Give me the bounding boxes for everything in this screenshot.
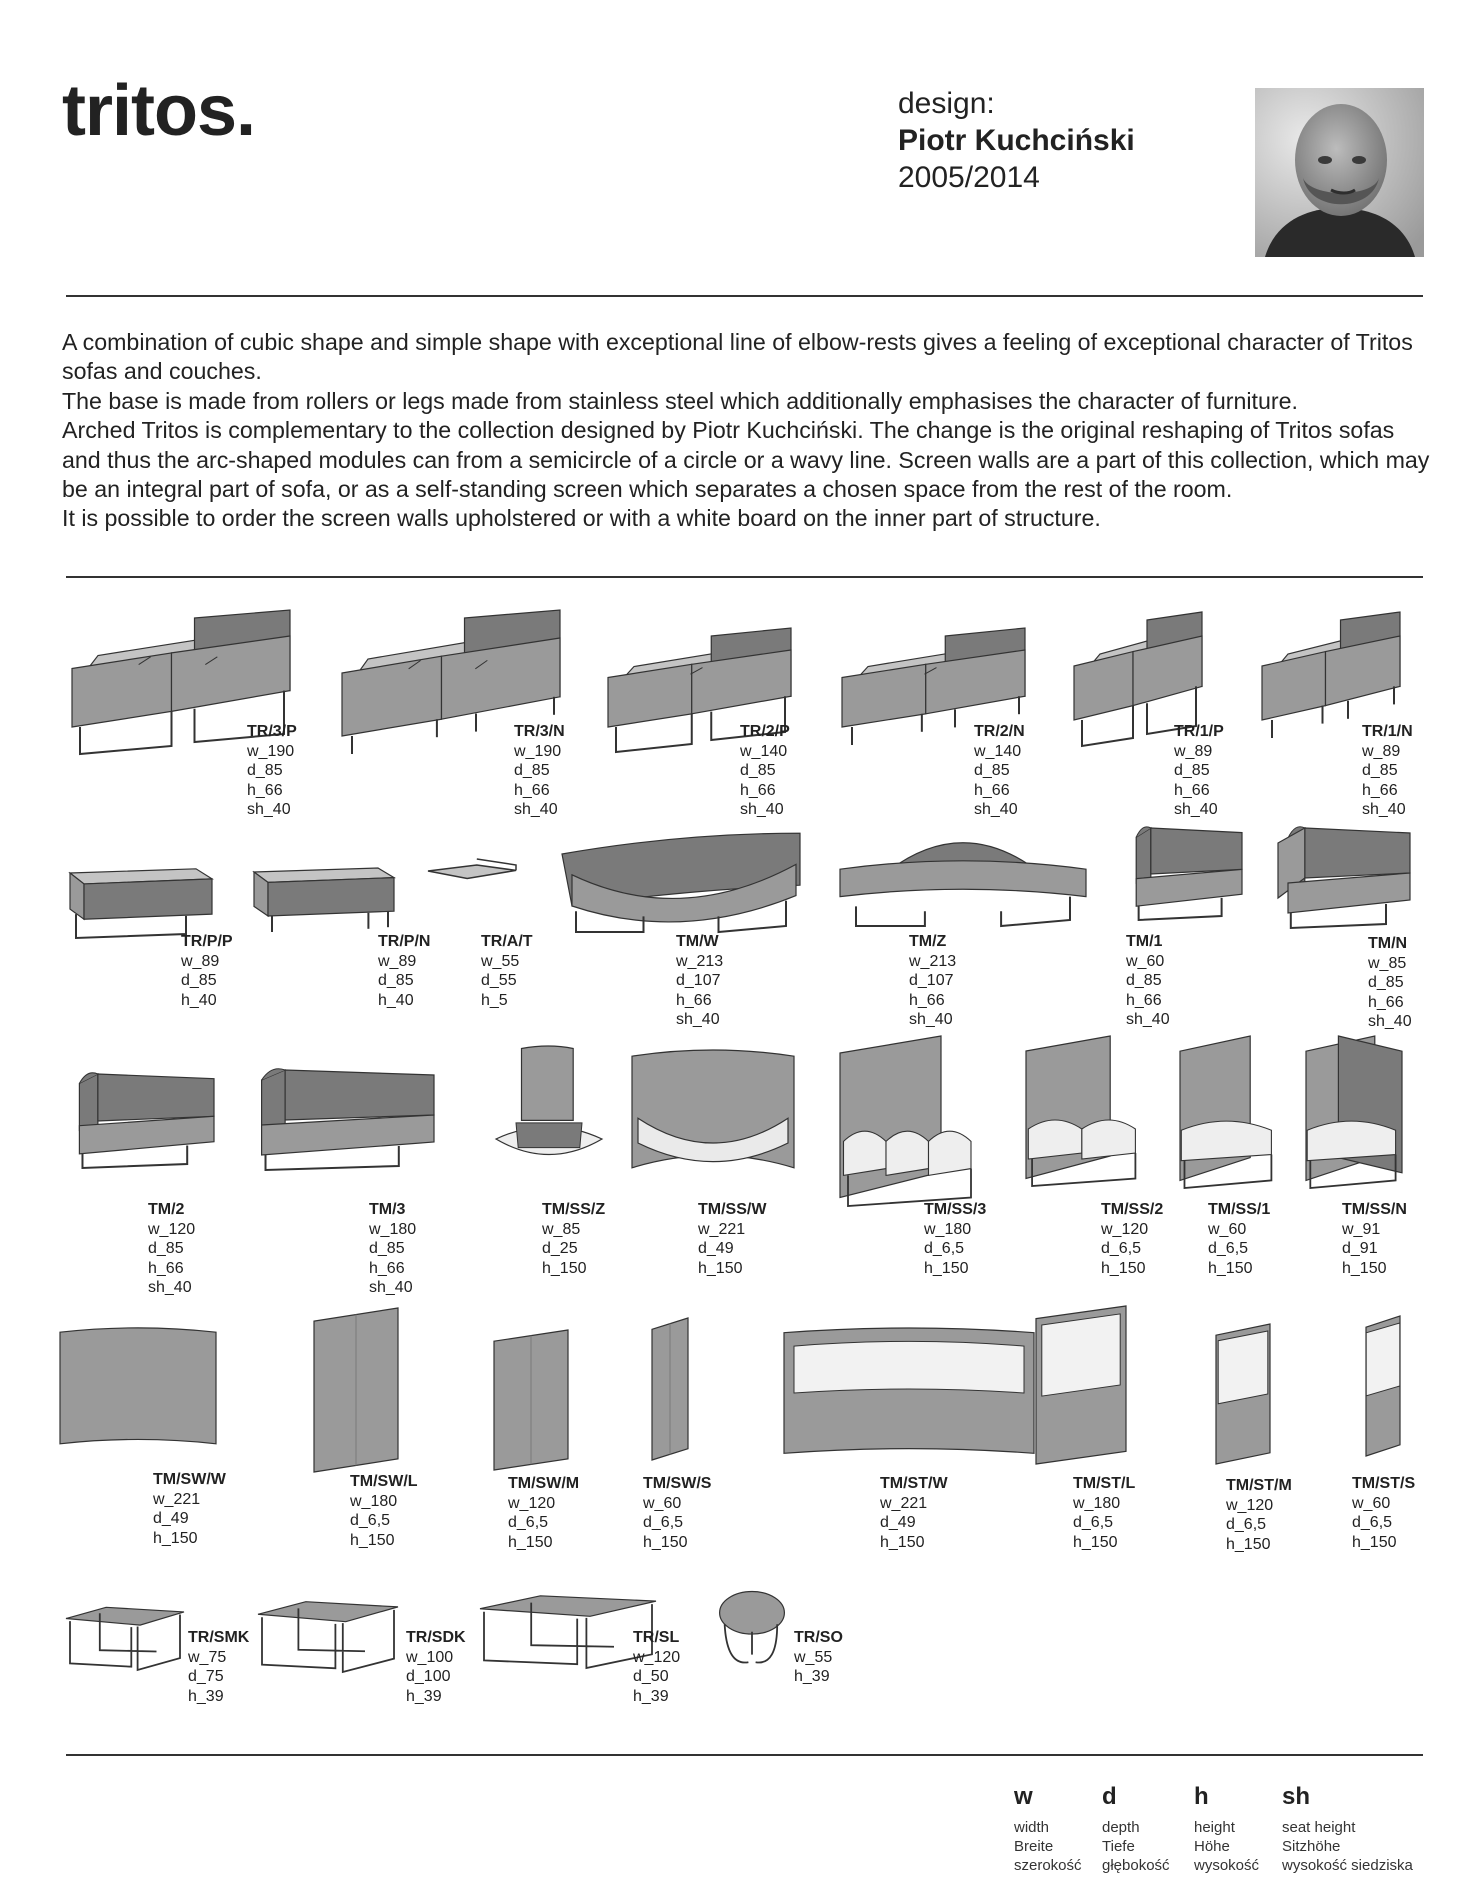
product-dimension: sh_40 bbox=[148, 1279, 192, 1297]
legend-entry bbox=[1014, 1782, 1082, 1875]
product-dimension: w_180 bbox=[369, 1220, 417, 1238]
product-code: TR/3/P bbox=[247, 723, 297, 740]
product-dimension: d_50 bbox=[633, 1668, 669, 1686]
product-dimension: h_39 bbox=[188, 1687, 224, 1705]
product-dimension: w_180 bbox=[924, 1220, 972, 1238]
product-code: TM/SS/3 bbox=[924, 1201, 987, 1218]
product-dimension: d_85 bbox=[369, 1240, 405, 1258]
screen-wall-small-icon bbox=[648, 1318, 692, 1460]
product-dimension: d_49 bbox=[698, 1240, 734, 1258]
product-dimension: d_85 bbox=[740, 762, 776, 780]
product-code: TR/SL bbox=[633, 1629, 680, 1646]
product-code: TR/P/P bbox=[181, 933, 233, 950]
product-spec bbox=[188, 1628, 249, 1706]
product-spec bbox=[1073, 1474, 1135, 1552]
product-dimension: d_107 bbox=[909, 972, 954, 990]
product-dimension: sh_40 bbox=[676, 1011, 720, 1029]
product-dimension: d_85 bbox=[1126, 972, 1162, 990]
product-dimension: h_66 bbox=[247, 781, 283, 799]
tray-icon bbox=[424, 856, 520, 886]
product-code: TR/2/N bbox=[974, 723, 1025, 740]
product-dimension: w_55 bbox=[481, 952, 520, 970]
product-code: TR/2/P bbox=[740, 723, 790, 740]
product-spec bbox=[1208, 1200, 1270, 1278]
product-dimension: d_75 bbox=[188, 1668, 224, 1686]
product-dimension: h_40 bbox=[181, 991, 217, 1009]
product-dimension: d_6,5 bbox=[350, 1512, 391, 1530]
product-spec bbox=[148, 1200, 195, 1298]
legend-entry bbox=[1194, 1782, 1259, 1875]
product-code: TM/1 bbox=[1126, 933, 1163, 950]
product-code: TM/SW/S bbox=[643, 1475, 712, 1492]
product-dimension: w_120 bbox=[1226, 1496, 1274, 1514]
product-code: TM/SS/Z bbox=[542, 1201, 606, 1218]
intro-paragraph: It is possible to order the screen walls upholstered or with a white board on the inner part of structure. bbox=[62, 505, 1101, 532]
product-dimension: h_150 bbox=[1342, 1259, 1387, 1277]
product-dimension: h_150 bbox=[153, 1529, 198, 1547]
product-dimension: h_66 bbox=[369, 1259, 405, 1277]
pouf-legs-icon bbox=[250, 852, 398, 932]
product-spec bbox=[676, 932, 723, 1030]
product-dimension: h_39 bbox=[406, 1687, 442, 1705]
product-code: TM/ST/S bbox=[1352, 1475, 1416, 1492]
product-spec bbox=[794, 1628, 843, 1687]
product-dimension: d_6,5 bbox=[1226, 1516, 1267, 1534]
product-dimension: sh_40 bbox=[1174, 801, 1218, 819]
product-dimension: h_150 bbox=[1101, 1259, 1146, 1277]
product-spec bbox=[247, 722, 297, 820]
product-code: TR/P/N bbox=[378, 933, 431, 950]
product-dimension: w_60 bbox=[643, 1494, 682, 1512]
product-dimension: d_49 bbox=[153, 1510, 189, 1528]
screen-wall-arched-icon bbox=[56, 1326, 220, 1450]
product-dimension: w_221 bbox=[698, 1220, 746, 1238]
product-dimension: d_85 bbox=[148, 1240, 184, 1258]
legend-translation: seat height bbox=[1282, 1819, 1356, 1836]
legend-key: sh bbox=[1282, 1783, 1311, 1810]
arched-sofa-concave-icon bbox=[556, 828, 806, 932]
product-dimension: w_60 bbox=[1126, 952, 1165, 970]
product-dimension: w_60 bbox=[1352, 1494, 1391, 1512]
arched-sofa-convex-icon bbox=[836, 828, 1090, 926]
legend-translation: wysokość bbox=[1194, 1857, 1260, 1874]
design-years: 2005/2014 bbox=[898, 161, 1040, 194]
product-spec bbox=[542, 1200, 605, 1278]
product-code: TM/ST/L bbox=[1073, 1475, 1136, 1492]
module-2-seat-icon bbox=[64, 1074, 218, 1168]
product-code: TM/Z bbox=[909, 933, 947, 950]
product-spec bbox=[153, 1470, 226, 1548]
product-spec bbox=[1352, 1474, 1415, 1552]
product-spec bbox=[369, 1200, 416, 1298]
product-dimension: d_85 bbox=[1362, 762, 1398, 780]
product-dimension: d_6,5 bbox=[1073, 1514, 1114, 1532]
product-code: TM/N bbox=[1368, 935, 1408, 952]
product-dimension: h_150 bbox=[1226, 1535, 1271, 1553]
whiteboard-screen-small-icon bbox=[1362, 1316, 1404, 1456]
product-dimension: w_85 bbox=[1368, 954, 1407, 972]
product-dimension: d_6,5 bbox=[1352, 1514, 1393, 1532]
product-code: TM/3 bbox=[369, 1201, 406, 1218]
product-code: TM/SW/M bbox=[508, 1475, 580, 1492]
product-dimension: w_190 bbox=[247, 742, 295, 760]
product-dimension: h_66 bbox=[974, 781, 1010, 799]
product-dimension: w_100 bbox=[406, 1648, 454, 1666]
product-dimension: w_213 bbox=[909, 952, 957, 970]
intro-paragraph: Arched Tritos is complementary to the collection designed by Piotr Kuchciński. The change is the original reshaping of Tritos sofas and thus the arc-shaped modules can from a semicircle of a circle or a wavy line. Screen walls are a part of this collection, which may be an integral part of sofa, or as a self-standing screen which separates a chosen space from the rest of the room. bbox=[62, 417, 1430, 503]
product-code: TM/SS/2 bbox=[1101, 1201, 1164, 1218]
product-dimension: sh_40 bbox=[974, 801, 1018, 819]
product-dimension: w_140 bbox=[974, 742, 1022, 760]
product-code: TR/A/T bbox=[481, 933, 533, 950]
product-dimension: d_85 bbox=[974, 762, 1010, 780]
product-code: TR/1/P bbox=[1174, 723, 1224, 740]
pouf-runner-base-icon bbox=[66, 852, 216, 936]
product-code: TM/W bbox=[676, 933, 719, 950]
corner-module-icon bbox=[1274, 828, 1414, 928]
product-dimension: h_66 bbox=[740, 781, 776, 799]
product-dimension: d_85 bbox=[514, 762, 550, 780]
legend-translation: szerokość bbox=[1014, 1857, 1082, 1874]
product-dimension: w_120 bbox=[148, 1220, 196, 1238]
product-spec bbox=[880, 1474, 948, 1552]
product-dimension: sh_40 bbox=[369, 1279, 413, 1297]
table-round-icon bbox=[716, 1590, 788, 1666]
product-spec bbox=[974, 722, 1025, 820]
product-dimension: sh_40 bbox=[740, 801, 784, 819]
product-spec bbox=[181, 932, 233, 1010]
whiteboard-screen-large-icon bbox=[1032, 1306, 1130, 1464]
product-code: TM/ST/M bbox=[1226, 1477, 1292, 1494]
legend-translation: depth bbox=[1102, 1819, 1140, 1836]
sofa-3-seat-runner-base-icon bbox=[68, 610, 298, 740]
legend-translation: Sitzhöhe bbox=[1282, 1838, 1341, 1855]
legend-translation: width bbox=[1014, 1819, 1050, 1836]
screen-seat-3-icon bbox=[836, 1036, 986, 1206]
legend-entry bbox=[1102, 1782, 1170, 1875]
product-dimension: sh_40 bbox=[514, 801, 558, 819]
product-spec bbox=[1368, 934, 1412, 1032]
product-dimension: d_91 bbox=[1342, 1240, 1378, 1258]
product-dimension: sh_40 bbox=[1362, 801, 1406, 819]
product-dimension: d_6,5 bbox=[508, 1514, 549, 1532]
product-dimension: d_85 bbox=[247, 762, 283, 780]
designer-name: Piotr Kuchciński bbox=[898, 124, 1135, 157]
product-dimension: h_150 bbox=[350, 1531, 395, 1549]
product-dimension: w_60 bbox=[1208, 1220, 1247, 1238]
screen-wall-large-icon bbox=[310, 1308, 402, 1472]
product-dimension: d_85 bbox=[1368, 974, 1404, 992]
product-dimension: h_150 bbox=[643, 1533, 688, 1551]
product-dimension: d_55 bbox=[481, 972, 517, 990]
screen-seat-concave-icon bbox=[628, 1050, 798, 1174]
product-spec bbox=[378, 932, 430, 1010]
product-dimension: w_85 bbox=[542, 1220, 581, 1238]
product-code: TM/SS/N bbox=[1342, 1201, 1407, 1218]
product-dimension: w_221 bbox=[880, 1494, 928, 1512]
product-dimension: d_85 bbox=[1174, 762, 1210, 780]
product-dimension: h_150 bbox=[698, 1259, 743, 1277]
screen-seat-convex-icon bbox=[494, 1046, 604, 1170]
legend-key: h bbox=[1194, 1783, 1209, 1810]
product-dimension: sh_40 bbox=[1126, 1011, 1170, 1029]
legend-translation: Tiefe bbox=[1102, 1838, 1135, 1855]
product-code: TM/ST/W bbox=[880, 1475, 948, 1492]
product-dimension: w_190 bbox=[514, 742, 562, 760]
legend-translation: Breite bbox=[1014, 1838, 1054, 1855]
product-dimension: h_150 bbox=[880, 1533, 925, 1551]
product-spec bbox=[643, 1474, 711, 1552]
product-dimension: h_150 bbox=[1073, 1533, 1118, 1551]
product-dimension: w_89 bbox=[1174, 742, 1213, 760]
product-spec bbox=[924, 1200, 986, 1278]
product-dimension: h_66 bbox=[514, 781, 550, 799]
product-dimension: d_6,5 bbox=[924, 1240, 965, 1258]
product-dimension: d_85 bbox=[181, 972, 217, 990]
divider-bottom bbox=[66, 1754, 1423, 1756]
product-dimension: d_25 bbox=[542, 1240, 578, 1258]
product-dimension: sh_40 bbox=[1368, 1013, 1412, 1031]
design-label: design: bbox=[898, 87, 995, 120]
product-spec bbox=[633, 1628, 680, 1706]
legend-translation: głębokość bbox=[1102, 1857, 1170, 1874]
product-dimension: h_66 bbox=[1368, 993, 1404, 1011]
product-code: TR/SDK bbox=[406, 1629, 466, 1646]
whiteboard-screen-medium-icon bbox=[1212, 1324, 1274, 1464]
product-code: TM/2 bbox=[148, 1201, 185, 1218]
product-spec bbox=[508, 1474, 579, 1552]
whiteboard-screen-arched-icon bbox=[780, 1326, 1038, 1460]
table-large-square-icon bbox=[254, 1598, 402, 1672]
module-3-seat-icon bbox=[242, 1070, 438, 1170]
product-dimension: d_6,5 bbox=[1101, 1240, 1142, 1258]
product-dimension: w_89 bbox=[378, 952, 417, 970]
product-dimension: d_6,5 bbox=[1208, 1240, 1249, 1258]
product-spec bbox=[1101, 1200, 1163, 1278]
product-dimension: h_39 bbox=[633, 1687, 669, 1705]
intro-paragraph: The base is made from rollers or legs made from stainless steel which additionally emphasises the character of furniture. bbox=[62, 387, 1298, 414]
product-dimension: d_100 bbox=[406, 1668, 451, 1686]
product-dimension: w_89 bbox=[181, 952, 220, 970]
module-1-seat-icon bbox=[1124, 828, 1246, 920]
product-spec bbox=[350, 1472, 418, 1550]
legend-translation: Höhe bbox=[1194, 1838, 1230, 1855]
product-code: TM/SS/W bbox=[698, 1201, 767, 1218]
screen-seat-1-icon bbox=[1176, 1036, 1282, 1188]
product-dimension: d_49 bbox=[880, 1514, 916, 1532]
armchair-runner-base-icon bbox=[1070, 612, 1210, 732]
product-dimension: h_40 bbox=[378, 991, 414, 1009]
product-spec bbox=[1362, 722, 1413, 820]
legend-key: d bbox=[1102, 1783, 1117, 1810]
product-dimension: w_55 bbox=[794, 1648, 833, 1666]
product-dimension: w_91 bbox=[1342, 1220, 1381, 1238]
product-dimension: h_5 bbox=[481, 991, 508, 1009]
product-dimension: w_120 bbox=[508, 1494, 556, 1512]
product-code: TR/3/N bbox=[514, 723, 565, 740]
product-code: TR/1/N bbox=[1362, 723, 1413, 740]
product-dimension: h_66 bbox=[1174, 781, 1210, 799]
product-dimension: h_150 bbox=[924, 1259, 969, 1277]
screen-seat-2-icon bbox=[1022, 1036, 1148, 1186]
product-dimension: w_120 bbox=[633, 1648, 681, 1666]
product-dimension: h_66 bbox=[676, 991, 712, 1009]
product-dimension: h_66 bbox=[1126, 991, 1162, 1009]
product-dimension: w_89 bbox=[1362, 742, 1401, 760]
product-spec bbox=[1174, 722, 1224, 820]
screen-seat-corner-icon bbox=[1302, 1036, 1406, 1188]
product-dimension: d_6,5 bbox=[643, 1514, 684, 1532]
product-dimension: h_66 bbox=[1362, 781, 1398, 799]
product-spec bbox=[481, 932, 533, 1010]
product-dimension: sh_40 bbox=[909, 1011, 953, 1029]
product-dimension: h_66 bbox=[909, 991, 945, 1009]
legend-translation: height bbox=[1194, 1819, 1235, 1836]
legend-entry bbox=[1282, 1782, 1413, 1875]
product-dimension: w_180 bbox=[1073, 1494, 1121, 1512]
intro-paragraph: A combination of cubic shape and simple shape with exceptional line of elbow-rests gives a feeling of exceptional character of Tritos sofas and couches. bbox=[62, 329, 1413, 385]
product-spec bbox=[1126, 932, 1170, 1030]
product-dimension: d_85 bbox=[378, 972, 414, 990]
product-dimension: w_140 bbox=[740, 742, 788, 760]
product-code: TR/SMK bbox=[188, 1629, 250, 1646]
product-dimension: h_150 bbox=[542, 1259, 587, 1277]
product-code: TM/SW/L bbox=[350, 1473, 418, 1490]
product-spec bbox=[740, 722, 790, 820]
product-code: TR/SO bbox=[794, 1629, 843, 1646]
product-dimension: w_180 bbox=[350, 1492, 398, 1510]
brand-logo: tritos. bbox=[62, 71, 256, 151]
product-dimension: h_150 bbox=[1208, 1259, 1253, 1277]
product-spec bbox=[698, 1200, 766, 1278]
product-dimension: w_213 bbox=[676, 952, 724, 970]
product-spec bbox=[406, 1628, 466, 1706]
product-dimension: h_39 bbox=[794, 1668, 830, 1686]
product-spec bbox=[1342, 1200, 1407, 1278]
legend-key: w bbox=[1014, 1783, 1033, 1810]
product-code: TM/SW/W bbox=[153, 1471, 226, 1488]
armchair-legs-icon bbox=[1258, 612, 1408, 732]
product-dimension: h_150 bbox=[508, 1533, 553, 1551]
table-square-icon bbox=[62, 1604, 188, 1670]
product-code: TM/SS/1 bbox=[1208, 1201, 1271, 1218]
product-dimension: sh_40 bbox=[247, 801, 291, 819]
product-dimension: w_221 bbox=[153, 1490, 201, 1508]
product-dimension: w_120 bbox=[1101, 1220, 1149, 1238]
product-dimension: d_107 bbox=[676, 972, 721, 990]
product-dimension: w_75 bbox=[188, 1648, 227, 1666]
product-spec bbox=[1226, 1476, 1292, 1554]
legend-translation: wysokość siedziska bbox=[1282, 1857, 1413, 1874]
product-spec bbox=[909, 932, 956, 1030]
product-dimension: h_150 bbox=[1352, 1533, 1397, 1551]
product-dimension: h_66 bbox=[148, 1259, 184, 1277]
screen-wall-medium-icon bbox=[490, 1330, 572, 1470]
product-spec bbox=[514, 722, 565, 820]
